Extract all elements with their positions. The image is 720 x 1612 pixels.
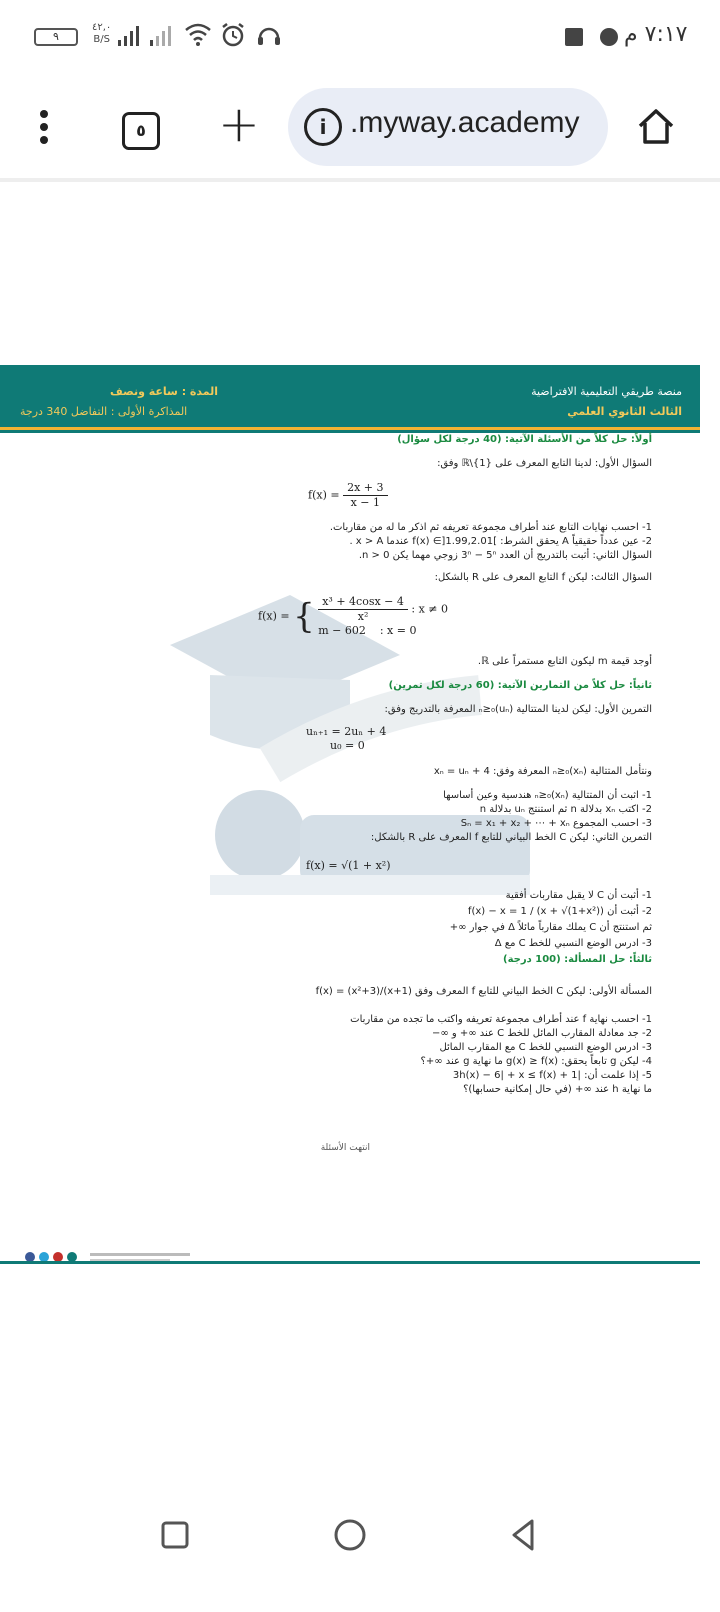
clock: ٧:١٧ م [624, 22, 688, 47]
ex1-intro: التمرين الأول: ليكن لدينا المتتالية (uₙ)ₙ≥₀ المعرفة بالتدريج وفق: [384, 704, 652, 715]
footer-line [0, 1261, 700, 1264]
q1-formula-num: 2x + 3 [343, 481, 387, 496]
battery-icon [34, 28, 78, 46]
banner-class: الثالث الثانوي العلمي [567, 405, 682, 418]
ex2-item-1: 1- أثبت أن C لا يقبل مقاربات أفقية [505, 890, 652, 901]
new-tab-button[interactable]: + [218, 95, 260, 153]
ex2-item-2b: ثم استنتج أن C يملك مقارباً مائلاً Δ في جوار ∞+ [449, 922, 652, 933]
tab-switcher-button[interactable] [122, 112, 160, 150]
q1-intro: السؤال الأول: لدينا التابع المعرف على ℝ\{1} وفق: [437, 458, 652, 469]
url-text[interactable]: .myway.academy [350, 106, 580, 139]
ex2-intro: التمرين الثاني: ليكن C الخط البياني للتابع f المعرف على R بالشكل: [370, 832, 652, 843]
toolbar-divider [0, 178, 720, 182]
p1-item-5: 5- إذا علمت أن: |3h(x) − 6| + x ≤ f(x) + 1 [452, 1070, 652, 1081]
q1-formula-den: x − 1 [350, 496, 380, 509]
notification-icon [565, 28, 583, 46]
banner-exam: المذاكرة الأولى : التفاضل 340 درجة [20, 405, 188, 418]
p1-item-1: 1- احسب نهاية f عند أطراف مجموعة تعريفه واكتب ما تجده من مقاربات [350, 1014, 652, 1025]
nav-bar [0, 1500, 720, 1600]
tab-count: ٥ [136, 121, 146, 140]
alarm-icon [220, 22, 246, 48]
ex2-formula: f(x) = √(1 + x²) [306, 859, 391, 872]
q1-item-2: 2- عين عدداً حقيقياً A يحقق الشرط: ]1.99,2.01[∋ f(x) عندما x > A . [349, 536, 652, 547]
doc-footer [0, 1245, 700, 1269]
home-button[interactable] [636, 106, 676, 146]
q3-case1-den: x² [357, 610, 369, 623]
q3-formula-lhs: f(x) = [258, 609, 290, 623]
browser-toolbar [0, 84, 720, 176]
ex1-item-3: 3- احسب المجموع Sₙ = x₁ + x₂ + ⋯ + xₙ [460, 818, 652, 829]
ex2-item-2: 2- أثبت أن f(x) − x = 1 / (x + √(1+x²)) [467, 906, 652, 917]
battery-level: ٩ [53, 30, 59, 43]
status-bar [0, 0, 720, 72]
p1-intro: المسألة الأولى: ليكن C الخط البياني للتابع f المعرف وفق f(x) = (x²+3)/(x+1) [315, 986, 652, 997]
banner-platform: منصة طريقي التعليمية الافتراضية [531, 385, 682, 398]
q3-case2: m − 602 [318, 624, 366, 637]
net-speed [92, 22, 111, 46]
net-speed-unit: B/S [93, 34, 110, 45]
site-info-icon[interactable]: i [304, 108, 342, 146]
ex1-item-2: 2- اكتب xₙ بدلالة n ثم استنتج uₙ بدلالة n [479, 804, 652, 815]
doc-banner [0, 365, 700, 433]
wifi-icon [184, 22, 212, 46]
banner-accent [0, 427, 700, 430]
recents-button[interactable] [160, 1520, 190, 1550]
banner-duration: المدة : ساعة ونصف [110, 385, 219, 398]
signal-icon [118, 26, 140, 46]
p1-item-3: 3- ادرس الوضع النسبي للخط C مع المقارب المائل [439, 1042, 652, 1053]
end-text: انتهت الأسئلة [320, 1143, 370, 1153]
ex1-recurrence-2: u₀ = 0 [330, 739, 365, 752]
q3-case2-cond: : x = 0 [379, 624, 417, 637]
headset-icon [256, 22, 282, 48]
q1-formula-lhs: f(x) = [308, 488, 340, 502]
q3-formula: f(x) = { $\frac{\text{x³ + 4cosx − 4}}{\text{x²}}$ : x ≠ 0 m − 602 : x = 0 [258, 595, 449, 637]
back-button[interactable] [508, 1518, 538, 1552]
home-nav-button[interactable] [333, 1518, 367, 1552]
ex2-item-3: 3- ادرس الوضع النسبي للخط C مع Δ [494, 938, 652, 949]
address-bar[interactable] [288, 88, 608, 166]
social-icons [0, 1245, 200, 1269]
q3-intro: السؤال الثالث: ليكن f التابع المعرف على R بالشكل: [434, 572, 652, 583]
section-3-heading: ثالثاً: حل المسألة: (100 درجة) [503, 954, 652, 965]
p1-item-5b: ما نهاية h عند ∞+ (في حال إمكانية حسابها)؟ [463, 1084, 652, 1095]
q3-task: أوجد قيمة m ليكون التابع مستمراً على ℝ. [477, 656, 652, 667]
p1-item-2: 2- جد معادلة المقارب المائل للخط C عند ∞+ و ∞− [431, 1028, 652, 1039]
ex1-recurrence-1: uₙ₊₁ = 2uₙ + 4 [306, 725, 387, 738]
notification-dot-icon [600, 28, 618, 46]
signal-2-icon [150, 26, 172, 46]
ex1-xn: ونتأمل المتتالية (xₙ)ₙ≥₀ المعرفة وفق: xₙ = uₙ + 4 [433, 766, 652, 777]
pdf-page[interactable] [0, 365, 700, 1270]
q3-case1-num: x³ + 4cosx − 4 [318, 595, 408, 610]
q3-case1-cond: : x ≠ 0 [411, 602, 449, 616]
section-1-heading: أولاً: حل كلاً من الأسئلة الآتية: (40 درجة لكل سؤال) [397, 434, 652, 445]
section-2-heading: ثانياً: حل كلاً من التمارين الآتية: (60 درجة لكل تمرين) [388, 680, 652, 691]
q2-text: السؤال الثاني: أثبت بالتدريج أن العدد 3ⁿ − 5ⁿ زوجي مهما يكن n > 0. [358, 550, 652, 561]
p1-item-4: 4- ليكن g تابعاً يحقق: g(x) ≥ f(x) ما نهاية g عند ∞+؟ [420, 1056, 652, 1067]
ex1-item-1: 1- اثبت أن المتتالية (xₙ)ₙ≥₀ هندسية وعين أساسها [443, 790, 652, 801]
q1-formula [308, 481, 388, 510]
menu-button[interactable] [34, 110, 54, 150]
net-speed-value: ٤٢,٠ [92, 22, 112, 33]
q1-item-1: 1- احسب نهايات التابع عند أطراف مجموعة تعريفه ثم اذكر ما له من مقاربات. [329, 522, 652, 533]
